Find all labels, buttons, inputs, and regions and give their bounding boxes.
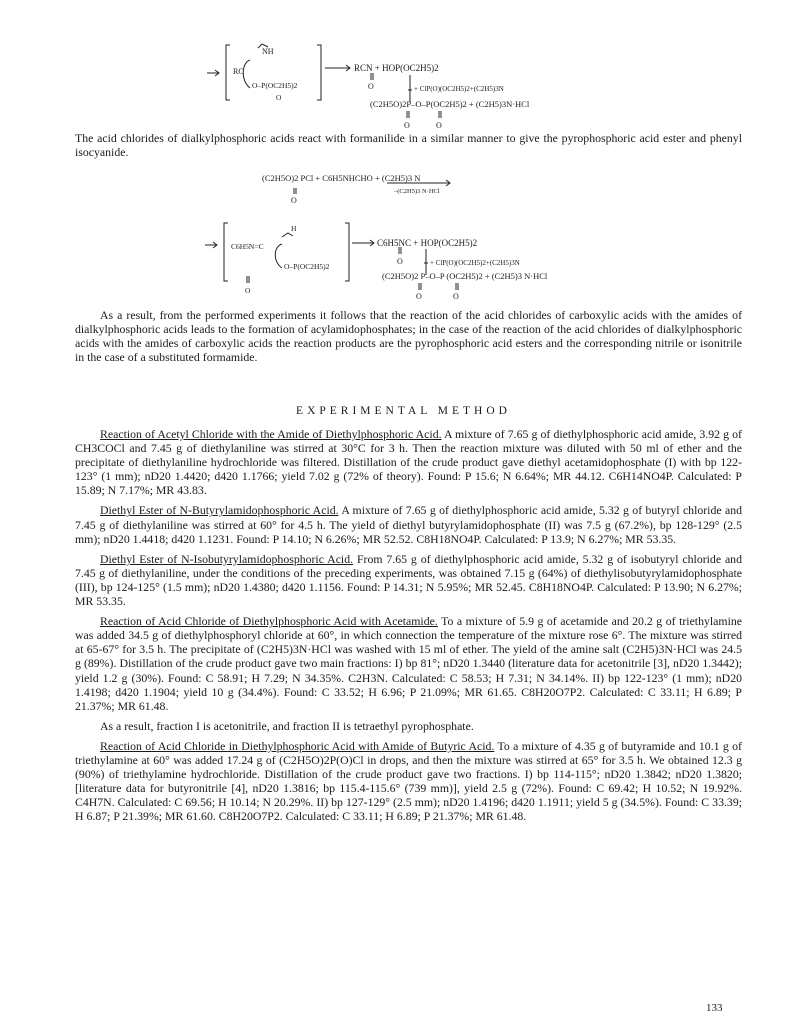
scheme1-result-o1: O [404, 121, 410, 130]
scheme1-ring-o: O [276, 93, 282, 102]
scheme2-reaction: (C2H5O)2 PCl + C6H5NHCHO + (C2H5)3 N [262, 173, 421, 183]
scheme2-ring-o: O [245, 286, 251, 295]
scheme2-ring-h: H [291, 224, 297, 233]
scheme2-reagent: + ClP(O)(OC2H5)2+(C2H5)3N [430, 259, 520, 267]
paragraph-acid-chlorides-text: The acid chlorides of dialkylphosphoric acids react with formanilide in a similar manner to give the pyrophosphoric acid ester and phenyl isocyanide. [75, 131, 742, 160]
experiment-2-body: A mixture of 7.65 g of diethylphosphoric acid amide, 5.32 g of butyryl chloride and 7.45 g of diethylaniline was stirred at 60° for 4.5 h. The yield of diethyl butyrylamidophosphate (II) was 7.5 g (67.2%), bp 128-129° (2.5 mm); nD20 1.4418; d420 1.1231. Found: P 14.10; N 6.26%; MR 52.52. C8H18NO4P. Calculated: P 13.9; N 6.27%; MR 53.35. [75, 503, 742, 546]
scheme2-reaction-o: O [291, 196, 297, 205]
experiment-4 [75, 614, 742, 713]
paragraph-fraction: As a result, fraction I is acetonitrile, and fraction II is tetraethyl pyrophosphate. [100, 718, 474, 733]
paragraph-result-text: As a result, from the performed experiments it follows that the reaction of the acid chlorides of carboxylic acids with the amides of dialkylphosphoric acids leads to the formation of acylamidophosphates; in the case of the reaction of the acid chlorides of dialkylphosphoric acids with the amides of carboxylic acids the reaction products are the pyrophosphoric acid esters and the corresponding nitrile or isonitrile in the case of a substituted formamide. [75, 308, 742, 365]
scheme2-result-o1: O [416, 292, 422, 300]
scheme1-product-line: RCN + HOP(OC2H5)2 [354, 63, 439, 73]
scheme1-reagent: + ClP(O)(OC2H5)2+(C2H5)3N [414, 85, 504, 93]
experiment-3-body: From 7.65 g of diethylphosphoric acid amide, 5.32 g of isobutyryl chloride and 7.45 g of diethylaniline, under the conditions of the preceding experiments, was obtained 7.15 g (64%) of diethylisobutyrylamidophosphate (III), bp 124-125° (1.5 mm); nD20 1.4380; d420 1.1156. Found: P 14.31; N 5.95%; MR 52.45. C8H18NO4P. Calculated: P 13.90; N 6.27%; MR 53.35. [75, 551, 742, 609]
reaction-scheme-1 [0, 0, 807, 135]
scheme2-product-line: C6H5NC + HOP(OC2H5)2 [377, 238, 478, 248]
scheme2-product-o: O [397, 257, 403, 266]
scheme1-result: (C2H5O)2P–O–P(OC2H5)2 + (C2H5)3N·HCl [370, 99, 530, 109]
experiment-2-title: Diethyl Ester of N-Butyrylamidophosphoric Acid. [100, 503, 339, 518]
scheme2-result-o2: O [453, 292, 459, 300]
scheme1-ring-r: RC [233, 67, 244, 76]
scheme2-ring-left: C6H5N=C [231, 242, 264, 251]
scheme1-ring-op: O–P(OC2H5)2 [252, 81, 298, 90]
page-number: 133 [706, 1002, 723, 1014]
paragraph-result [75, 308, 742, 364]
experiment-4-title: Reaction of Acid Chloride of Diethylphosphoric Acid with Acetamide. [100, 614, 438, 629]
experiment-3-title: Diethyl Ester of N-Isobutyrylamidophosphoric Acid. [100, 551, 354, 566]
scheme2-ring-op: O–P(OC2H5)2 [284, 262, 330, 271]
reaction-scheme-2 [0, 165, 807, 300]
paragraph-acid-chlorides [75, 131, 742, 159]
experiment-3 [75, 552, 742, 608]
scheme2-arrow-label: –(C2H5)3 N·HCl [394, 188, 440, 195]
experiment-5-title: Reaction of Acid Chloride in Diethylphosphoric Acid with Amide of Butyric Acid. [100, 738, 495, 753]
experiment-1 [75, 427, 742, 497]
scheme1-ring-nh: NH [262, 47, 274, 56]
scheme1-result-o2: O [436, 121, 442, 130]
experiment-4-body: To a mixture of 5.9 g of acetamide and 20.2 g of triethylamine was added 34.5 g of diethylphosphoryl chloride at 60°, in which connection the temperature of the mixture rose 6°. The mixture was stirred at 65-67° for 3.5 h. The precipitate of (C2H5)3N·HCl was washed with 15 ml of ether. The yield of the amine salt (C2H5)3N·HCl was 24.5 g (89%). Distillation of the crude product gave two main fractions: I) bp 81°; nD20 1.3440 (literature data for acetonitrile [3], nD20 1.3442); yield 1.2 g (30%). Found: C 58.91; H 7.29; N 34.35%. C2H3N. Calculated: C 58.53; H 7.31; N 34.14%. II) bp 122-123° (1 mm); nD20 1.4198; d420 1.1904; yield 10 g (34.4%). Found: C 33.52; H 6.96; P 21.09%; MR 61.65. C8H20O7P2. Calculated: C 33.11; H 6.89; P 21.37%; MR 61.48. [75, 614, 742, 713]
experiment-1-title: Reaction of Acetyl Chloride with the Amide of Diethylphosphoric Acid. [100, 427, 442, 441]
experiment-5-body: To a mixture of 4.35 g of butyramide and 10.1 g of triethylamine at 60° was added 17.24 g of (C2H5O)2P(O)Cl in drops, and then the mixture was stirred at 65° for 3.5 h. We obtained 12.3 g (90%) of triethylamine hydrochloride. Distillation of the crude product gave two fractions. I) bp 114-115°; nD20 1.3842; nD20 1.3820; [literature data for butyronitrile [4], nD20 1.3816; bp 115.4-115.6° (739 mm)], yield 2.5 g (72%). Found: C 69.42; H 10.52; N 19.92%. C4H7N. Calculated: C 69.56; H 10.14; N 20.29%. II) bp 127-129° (2.5 mm); nD20 1.4196; d420 1.1911; yield 5 g (34.5%). Found: C 33.39; H 6.87; P 21.39%; MR 61.60. C8H20O7P2. Calculated: C 33.11; H 6.89; P 21.37%; MR 61.48. [75, 738, 742, 824]
scheme2-result: (C2H5O)2 P–O–P (OC2H5)2 + (C2H5)3 N·HCl [382, 271, 548, 281]
experiment-5 [75, 739, 742, 824]
experiment-2 [75, 503, 742, 545]
section-heading: EXPERIMENTAL METHOD [296, 405, 511, 417]
experiment-1-body: A mixture of 7.65 g of diethylphosphoric acid amide, 3.92 g of CH3COCl and 7.45 g of diethylaniline was stirred at 30°C for 3 h. Then the reaction mixture was diluted with 50 ml of ether and the precipitate of diethylaniline hydrochloride was filtered. Distillation of the crude product gave diethyl acetamidophosphate (I) with bp 122-123° (1 mm); nD20 1.4420; d420 1.1766; yield 7.02 g (72% of theory). Found: P 15.6; N 6.64%; MR 44.12. C6H14NO4P. Calculated: P 15.89; N 7.17%; MR 43.83. [75, 427, 742, 498]
scheme1-product-o: O [368, 82, 374, 91]
experimental-body [75, 427, 742, 823]
